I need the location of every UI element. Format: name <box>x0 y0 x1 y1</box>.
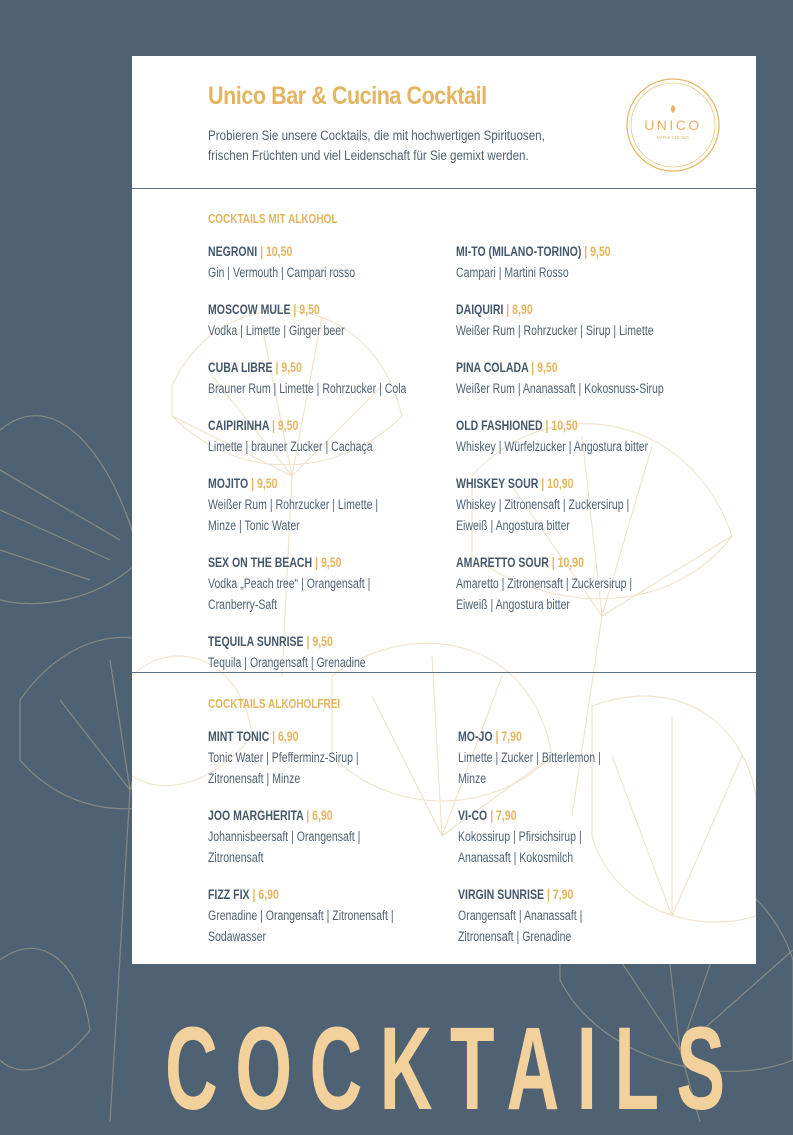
item-price: | 10,90 <box>538 476 574 491</box>
item-name: TEQUILA SUNRISE <box>208 634 304 649</box>
item-price: | 9,50 <box>581 244 611 259</box>
menu-card <box>132 56 756 964</box>
item-ingredients: Sodawasser <box>208 929 266 944</box>
menu-item <box>208 806 448 868</box>
item-ingredients: Weißer Rum | Ananassaft | Kokosnuss-Sirup <box>456 381 664 396</box>
item-ingredients: Kokossirup | Pfirsichsirup | <box>458 829 582 844</box>
item-name: MOSCOW MULE <box>208 302 291 317</box>
item-name: SEX ON THE BEACH <box>208 555 313 570</box>
alcohol-right-column <box>456 242 726 632</box>
item-ingredients: Amaretto | Zitronensaft | Zuckersirup | <box>456 576 633 591</box>
menu-item <box>458 885 728 947</box>
item-price: | 10,50 <box>257 244 293 259</box>
menu-item <box>208 885 448 947</box>
item-name: PINA COLADA <box>456 360 529 375</box>
item-ingredients: Vodka „Peach tree“ | Orangensaft | <box>208 576 371 591</box>
item-ingredients: Minze <box>458 771 487 786</box>
item-ingredients: Grenadine | Orangensaft | Zitronensaft | <box>208 908 394 923</box>
item-name: MO-JO <box>458 729 493 744</box>
svg-text:BAR & CUCINA: BAR & CUCINA <box>656 135 690 140</box>
menu-item <box>208 300 448 341</box>
page-title: Unico Bar & Cucina Cocktail <box>208 82 487 110</box>
item-ingredients: Gin | Vermouth | Campari rosso <box>208 265 356 280</box>
item-ingredients: Ananassaft | Kokosmilch <box>458 850 574 865</box>
item-price: | 9,50 <box>312 555 342 570</box>
item-name: CUBA LIBRE <box>208 360 273 375</box>
menu-item <box>456 553 726 615</box>
item-ingredients: Johannisbeersaft | Orangensaft | <box>208 829 361 844</box>
item-name: MOJITO <box>208 476 249 491</box>
item-price: | 10,50 <box>542 418 578 433</box>
item-ingredients: Zitronensaft | Minze <box>208 771 301 786</box>
section-heading-alcohol-free: COCKTAILS ALKOHOLFREI <box>208 697 341 711</box>
item-ingredients: Zitronensaft | Grenadine <box>458 929 572 944</box>
item-name: MINT TONIC <box>208 729 270 744</box>
menu-item <box>208 474 448 536</box>
item-name: CAIPIRINHA <box>208 418 270 433</box>
menu-item <box>208 553 448 615</box>
item-price: | 7,90 <box>492 729 522 744</box>
item-price: | 9,50 <box>272 360 302 375</box>
item-ingredients: Brauner Rum | Limette | Rohrzucker | Cola <box>208 381 407 396</box>
item-name: JOO MARGHERITA <box>208 808 304 823</box>
item-name: WHISKEY SOUR <box>456 476 539 491</box>
menu-item <box>208 632 448 673</box>
item-ingredients: Eiweiß | Angostura bitter <box>456 597 570 612</box>
item-ingredients: Limette | Zucker | Bitterlemon | <box>458 750 601 765</box>
item-ingredients: Campari | Martini Rosso <box>456 265 569 280</box>
unico-logo <box>624 76 722 174</box>
item-price: | 7,90 <box>544 887 574 902</box>
item-ingredients: Cranberry-Saft <box>208 597 278 612</box>
item-ingredients: Tonic Water | Pfefferminz-Sirup | <box>208 750 359 765</box>
item-name: OLD FASHIONED <box>456 418 543 433</box>
menu-item <box>208 416 448 457</box>
logo-seal-icon <box>624 76 722 174</box>
item-price: | 9,50 <box>269 418 299 433</box>
item-ingredients: Weißer Rum | Rohrzucker | Sirup | Limette <box>456 323 654 338</box>
alcohol-left-column <box>208 242 448 690</box>
item-ingredients: Eiweiß | Angostura bitter <box>456 518 570 533</box>
item-ingredients: Minze | Tonic Water <box>208 518 300 533</box>
divider <box>132 188 756 189</box>
item-ingredients: Tequila | Orangensaft | Grenadine <box>208 655 366 670</box>
item-price: | 6,90 <box>249 887 279 902</box>
alcohol-free-right-column <box>458 727 728 964</box>
divider <box>132 672 756 673</box>
item-price: | 9,50 <box>303 634 333 649</box>
svg-text:UNICO: UNICO <box>644 117 702 133</box>
item-ingredients: Whiskey | Zitronensaft | Zuckersirup | <box>456 497 630 512</box>
menu-item <box>456 474 726 536</box>
menu-item <box>458 727 728 789</box>
item-ingredients: Zitronensaft <box>208 850 264 865</box>
item-price: | 7,90 <box>487 808 517 823</box>
item-ingredients: Whiskey | Würfelzucker | Angostura bitter <box>456 439 649 454</box>
item-price: | 6,90 <box>303 808 333 823</box>
item-price: | 9,50 <box>528 360 558 375</box>
menu-item <box>456 416 726 457</box>
item-name: DAIQUIRI <box>456 302 504 317</box>
section-heading-alcohol: COCKTAILS MIT ALKOHOL <box>208 212 338 226</box>
item-name: FIZZ FIX <box>208 887 250 902</box>
item-price: | 8,90 <box>503 302 533 317</box>
intro-text: Probieren Sie unsere Cocktails, die mit hochwertigen Spirituosen, frischen Früchten und viel Leidenschaft für Sie gemixt werden. <box>208 128 545 163</box>
item-price: | 10,90 <box>548 555 584 570</box>
item-name: AMARETTO SOUR <box>456 555 549 570</box>
menu-item <box>208 358 448 399</box>
alcohol-free-left-column <box>208 727 448 964</box>
item-price: | 9,50 <box>290 302 320 317</box>
item-ingredients: Orangensaft | Ananassaft | <box>458 908 583 923</box>
item-name: VIRGIN SUNRISE <box>458 887 545 902</box>
item-name: MI-TO (MILANO-TORINO) <box>456 244 582 259</box>
item-name: VI-CO <box>458 808 488 823</box>
item-name: NEGRONI <box>208 244 258 259</box>
menu-item <box>456 358 726 399</box>
cocktails-footer-title: COCKTAILS <box>165 1003 743 1135</box>
menu-item <box>456 300 726 341</box>
item-price: | 9,50 <box>248 476 278 491</box>
menu-item <box>208 727 448 789</box>
menu-item <box>208 242 448 283</box>
item-ingredients: Vodka | Limette | Ginger beer <box>208 323 345 338</box>
menu-item <box>458 806 728 868</box>
item-price: | 6,90 <box>269 729 299 744</box>
menu-item <box>456 242 726 283</box>
item-ingredients: Weißer Rum | Rohrzucker | Limette | <box>208 497 379 512</box>
item-ingredients: Limette | brauner Zucker | Cachaça <box>208 439 373 454</box>
